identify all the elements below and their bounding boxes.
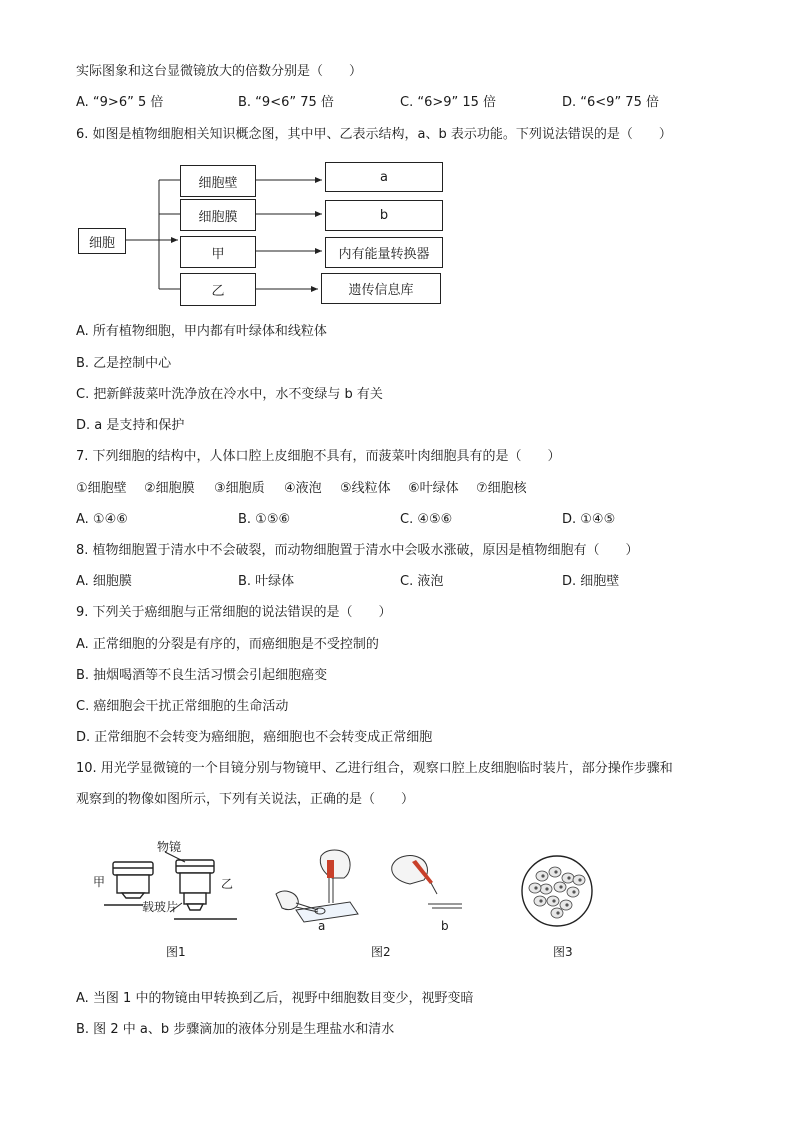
q6-option-b[interactable]: B. 乙是控制中心 bbox=[76, 356, 172, 371]
fig2-label-a: a bbox=[318, 919, 326, 933]
diagram-root-cell: 细胞 bbox=[78, 228, 126, 254]
q5-option-b[interactable]: B. “9<6” 75 倍 bbox=[238, 95, 334, 110]
fig3-cell-nucleus bbox=[541, 874, 544, 877]
fig3-cell-nucleus bbox=[545, 887, 548, 890]
fig3-field-of-view bbox=[522, 856, 592, 926]
q8-option-a[interactable]: A. 细胞膜 bbox=[76, 574, 132, 589]
q7-item-7: ⑦细胞核 bbox=[476, 481, 527, 496]
fig1-label-jia: 甲 bbox=[93, 875, 106, 889]
q10-option-a[interactable]: A. 当图 1 中的物镜由甲转换到乙后，视野中细胞数目变少，视野变暗 bbox=[76, 991, 474, 1006]
q9-option-b[interactable]: B. 抽烟喝酒等不良生活习惯会引起细胞癌变 bbox=[76, 668, 328, 683]
fig1-objective-yi bbox=[176, 860, 214, 910]
diagram-genetic-library: 遗传信息库 bbox=[321, 273, 441, 304]
diagram-energy-converter: 内有能量转换器 bbox=[325, 237, 443, 268]
q7-option-a[interactable]: A. ①④⑥ bbox=[76, 512, 128, 527]
diagram-function-a: a bbox=[325, 162, 443, 192]
q7-item-4: ④液泡 bbox=[284, 481, 322, 496]
q6-option-d[interactable]: D. a 是支持和保护 bbox=[76, 418, 185, 433]
fig1-label-yi: 乙 bbox=[221, 877, 234, 891]
q7-item-6: ⑥叶绿体 bbox=[408, 481, 459, 496]
fig2-label-b: b bbox=[441, 919, 449, 933]
diagram-cell-wall: 细胞壁 bbox=[180, 165, 256, 197]
fig3-cell-nucleus bbox=[565, 903, 568, 906]
q5-option-a[interactable]: A. “9>6” 5 倍 bbox=[76, 95, 164, 110]
q5-stem-tail: 实际图象和这台显微镜放大的倍数分别是（ ） bbox=[76, 64, 363, 79]
diagram-function-b: b bbox=[325, 200, 443, 231]
q9-option-d[interactable]: D. 正常细胞不会转变为癌细胞，癌细胞也不会转变成正常细胞 bbox=[76, 730, 433, 745]
q8-option-d[interactable]: D. 细胞壁 bbox=[562, 574, 620, 589]
fig3-cell-nucleus bbox=[539, 899, 542, 902]
fig3-cell-nucleus bbox=[559, 885, 562, 888]
q7-option-c[interactable]: C. ④⑤⑥ bbox=[400, 512, 453, 527]
q9-stem: 9. 下列关于癌细胞与正常细胞的说法错误的是（ ） bbox=[76, 605, 392, 620]
fig3-cell-nucleus bbox=[554, 870, 557, 873]
q7-option-d[interactable]: D. ①④⑤ bbox=[562, 512, 616, 527]
q10-stem-line1: 10. 用光学显微镜的一个目镜分别与物镜甲、乙进行组合，观察口腔上皮细胞临时装片，部分操作步骤和 bbox=[76, 761, 673, 776]
q5-option-c[interactable]: C. “6>9” 15 倍 bbox=[400, 95, 497, 110]
fig3-cell-nucleus bbox=[534, 886, 537, 889]
fig1-label-objective: 物镜 bbox=[157, 840, 182, 854]
q5-option-d[interactable]: D. “6<9” 75 倍 bbox=[562, 95, 659, 110]
q10-option-b[interactable]: B. 图 2 中 a、b 步骤滴加的液体分别是生理盐水和清水 bbox=[76, 1022, 395, 1037]
q7-item-1: ①细胞壁 bbox=[76, 481, 127, 496]
diagram-yi: 乙 bbox=[180, 273, 256, 306]
diagram-jia: 甲 bbox=[180, 236, 256, 268]
fig3-caption: 图3 bbox=[553, 945, 573, 959]
fig1-caption: 图1 bbox=[166, 945, 186, 959]
fig3-cell-nucleus bbox=[572, 890, 575, 893]
fig2-step-a bbox=[276, 850, 358, 922]
fig2-caption: 图2 bbox=[371, 945, 391, 959]
q10-stem-line2: 观察到的物像如图所示，下列有关说法，正确的是（ ） bbox=[76, 792, 415, 807]
q7-option-b[interactable]: B. ①⑤⑥ bbox=[238, 512, 291, 527]
diagram-cell-membrane: 细胞膜 bbox=[180, 199, 256, 231]
fig3-cell-nucleus bbox=[567, 876, 570, 879]
q9-option-a[interactable]: A. 正常细胞的分裂是有序的，而癌细胞是不受控制的 bbox=[76, 637, 379, 652]
fig3-cell-nucleus bbox=[578, 878, 581, 881]
fig3-cell-nucleus bbox=[552, 899, 555, 902]
q8-option-c[interactable]: C. 液泡 bbox=[400, 574, 444, 589]
q7-stem: 7. 下列细胞的结构中，人体口腔上皮细胞不具有，而菠菜叶肉细胞具有的是（ ） bbox=[76, 449, 561, 464]
q7-item-3: ③细胞质 bbox=[214, 481, 265, 496]
q6-stem: 6. 如图是植物细胞相关知识概念图，其中甲、乙表示结构，a、b 表示功能。下列说法错误的是（ ） bbox=[76, 127, 672, 142]
fig1-label-slide: 载玻片 bbox=[142, 900, 179, 914]
fig3-cell-nucleus bbox=[556, 911, 559, 914]
fig2-step-b bbox=[392, 856, 462, 908]
q6-option-c[interactable]: C. 把新鲜菠菜叶洗净放在冷水中，水不变绿与 b 有关 bbox=[76, 387, 383, 402]
q8-option-b[interactable]: B. 叶绿体 bbox=[238, 574, 295, 589]
q9-option-c[interactable]: C. 癌细胞会干扰正常细胞的生命活动 bbox=[76, 699, 289, 714]
q7-item-2: ②细胞膜 bbox=[144, 481, 195, 496]
q8-stem: 8. 植物细胞置于清水中不会破裂，而动物细胞置于清水中会吸水涨破，原因是植物细胞有（ ） bbox=[76, 543, 639, 558]
fig1-objective-jia bbox=[113, 862, 153, 898]
q7-item-5: ⑤线粒体 bbox=[340, 481, 391, 496]
q6-option-a[interactable]: A. 所有植物细胞，甲内都有叶绿体和线粒体 bbox=[76, 324, 327, 339]
